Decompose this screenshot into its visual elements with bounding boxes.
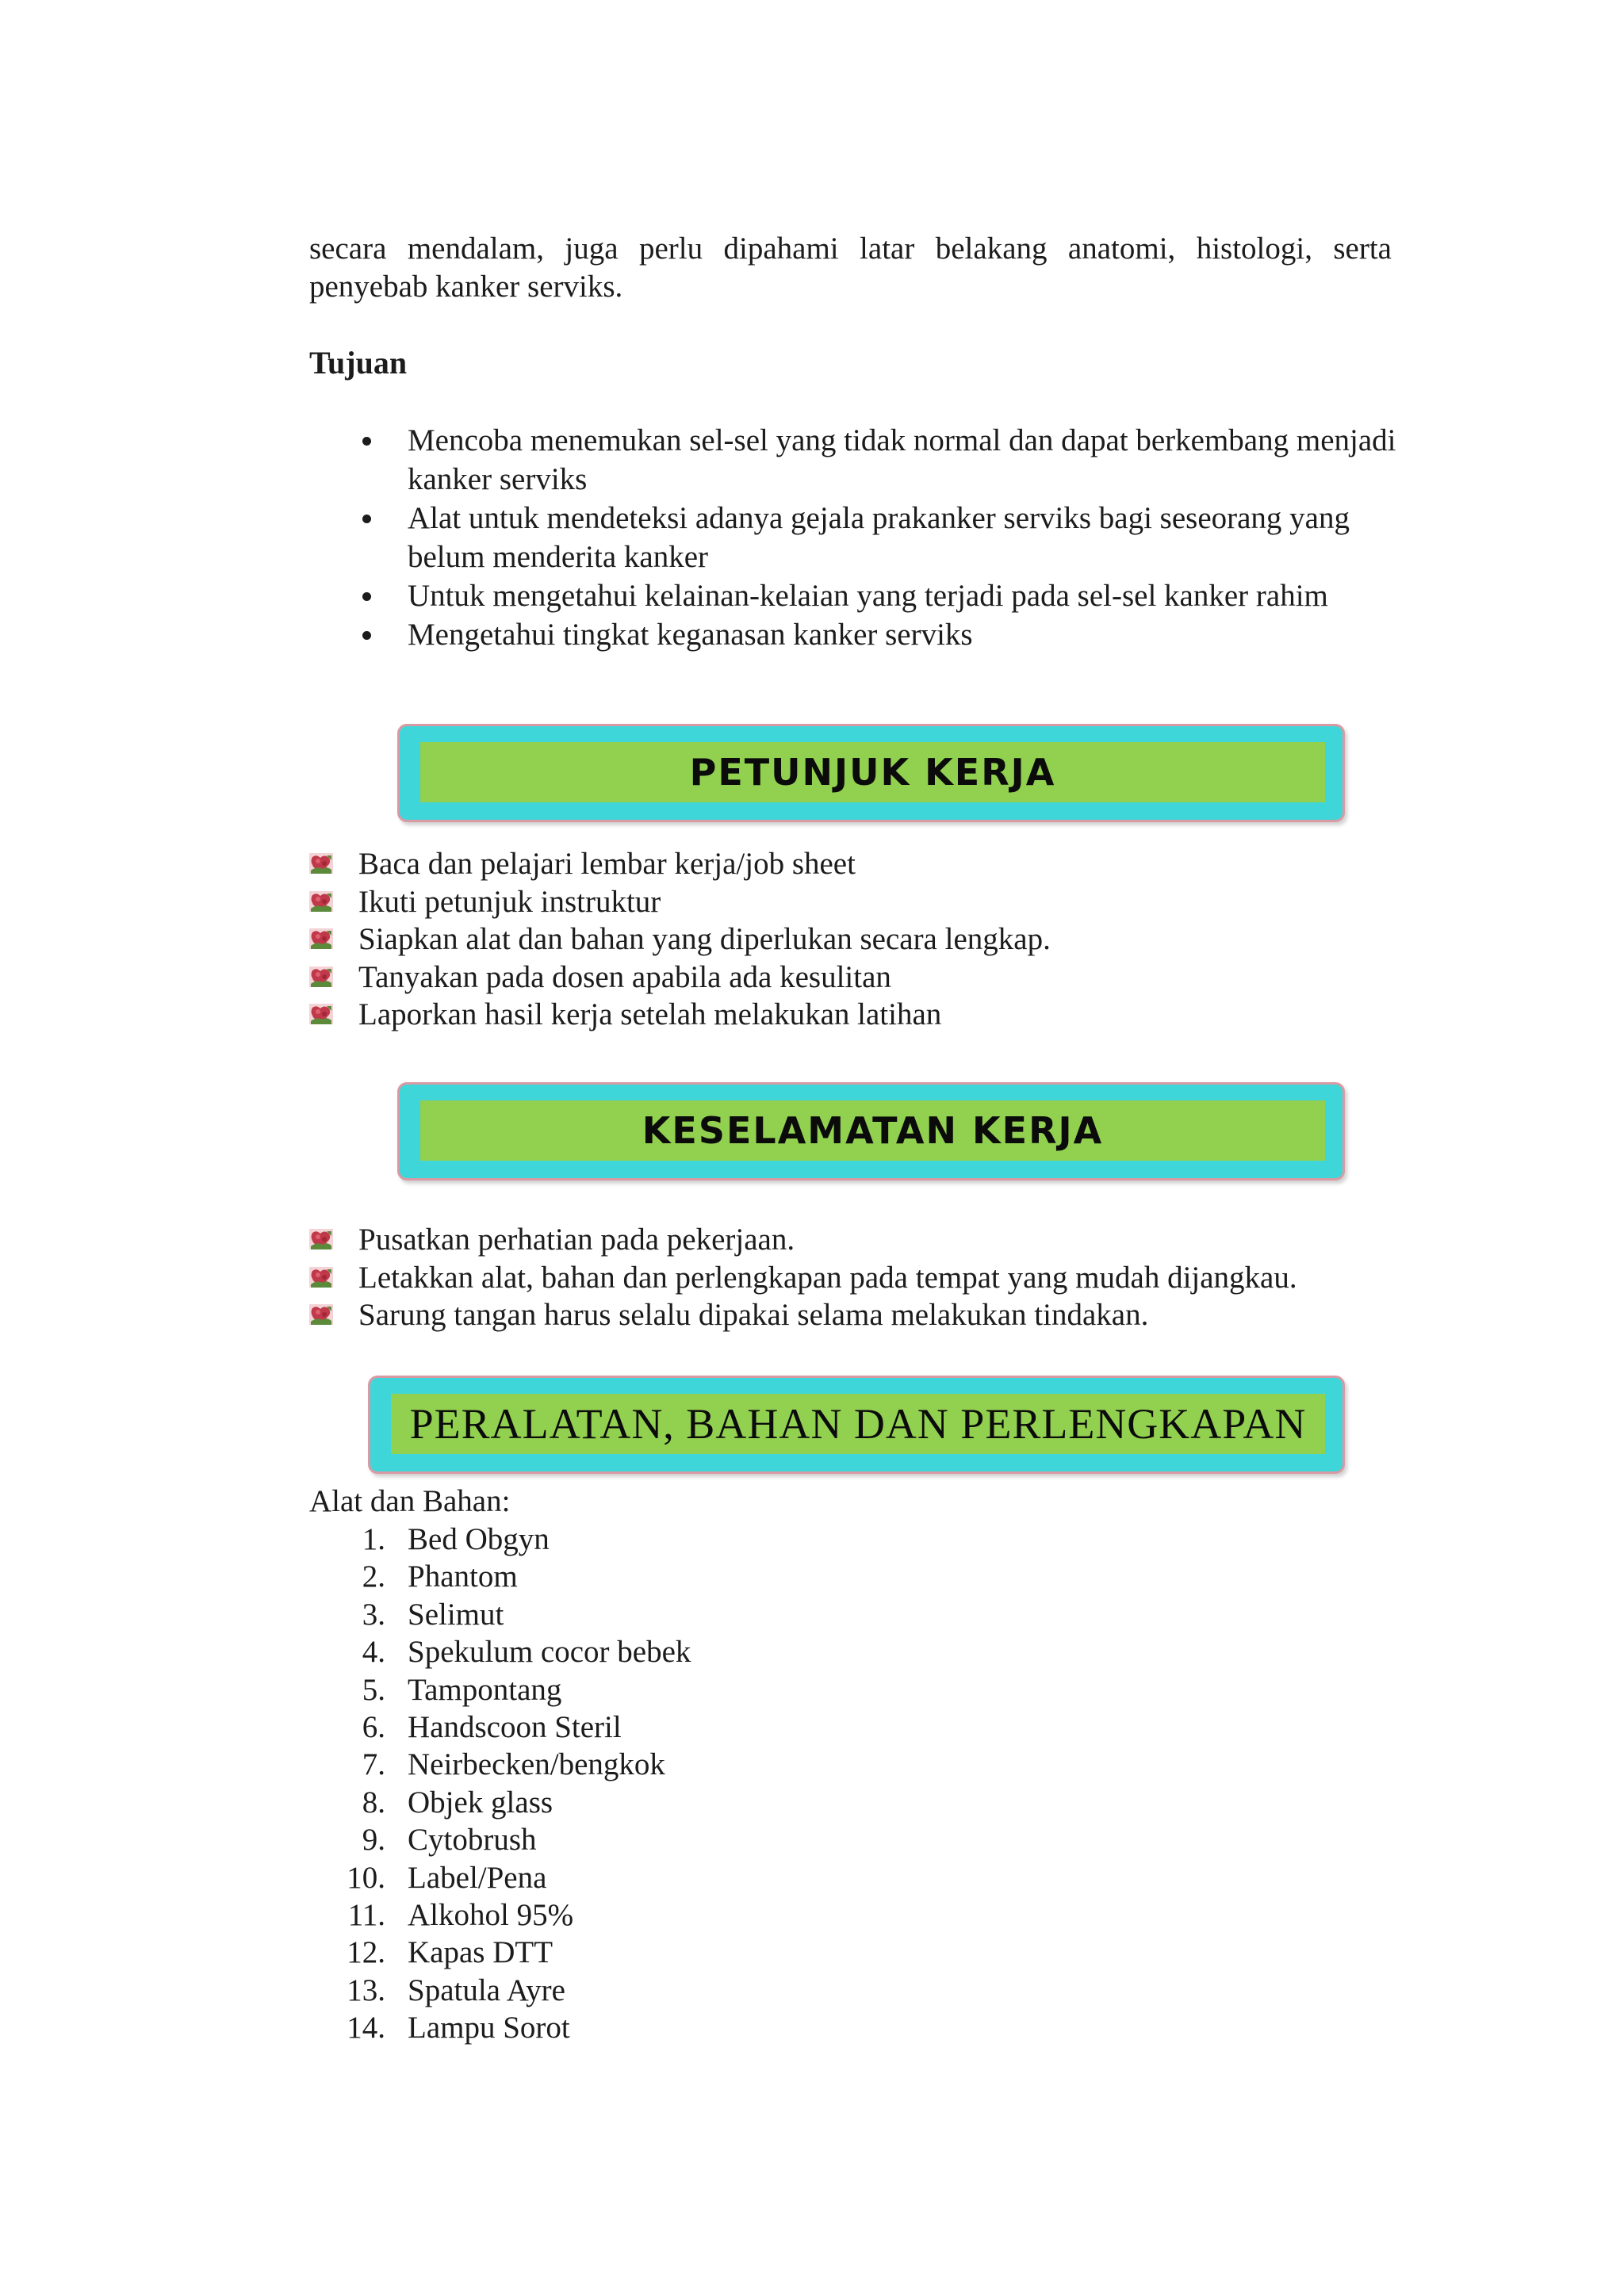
banner-inner xyxy=(391,1394,1325,1454)
bullet-dot-icon xyxy=(362,631,371,640)
list-item: 14. Lampu Sorot xyxy=(347,2011,570,2045)
flower-bullet-icon xyxy=(309,1304,333,1325)
banner-title: PERALATAN, BAHAN DAN PERLENGKAPAN xyxy=(409,1400,1307,1448)
flower-bullet-icon xyxy=(309,853,333,874)
flower-bullet-icon xyxy=(309,891,333,912)
list-item: 2. Phantom xyxy=(362,1559,518,1594)
flower-bullet-icon xyxy=(309,1004,333,1024)
bullet-dot-icon xyxy=(362,437,371,446)
list-item: 12. Kapas DTT xyxy=(347,1935,553,1970)
list-item: Siapkan alat dan bahan yang diperlukan secara lengkap. xyxy=(309,920,1051,959)
flower-bullet-icon xyxy=(309,1267,333,1288)
list-item: Letakkan alat, bahan dan perlengkapan pada tempat yang mudah dijangkau. xyxy=(309,1259,1297,1297)
flower-bullet-icon xyxy=(309,1229,333,1249)
peralatan-banner xyxy=(368,1376,1345,1474)
list-item: Laporkan hasil kerja setelah melakukan latihan xyxy=(309,996,1051,1034)
bullet-dot-icon xyxy=(362,515,371,523)
list-item: 11. Alkohol 95% xyxy=(347,1898,574,1933)
petunjuk-kerja-banner xyxy=(397,724,1345,822)
keselamatan-list xyxy=(309,1221,1297,1334)
list-item: Sarung tangan harus selalu dipakai selama melakukan tindakan. xyxy=(309,1296,1297,1334)
flower-bullet-icon xyxy=(309,928,333,949)
banner-title: PETUNJUK KERJA xyxy=(689,751,1056,794)
list-item: 10. Label/Pena xyxy=(347,1860,547,1895)
tujuan-list xyxy=(309,421,1404,654)
materials-label: Alat dan Bahan: xyxy=(309,1484,511,1518)
banner-title: KESELAMATAN KERJA xyxy=(642,1109,1104,1152)
materials-list xyxy=(309,1521,691,2047)
bullet-dot-icon xyxy=(362,592,371,601)
list-item: 8. Objek glass xyxy=(362,1785,553,1820)
list-item: Ikuti petunjuk instruktur xyxy=(309,883,1051,921)
tujuan-heading: Tujuan xyxy=(309,345,408,381)
list-item: Mengetahui tingkat keganasan kanker serviks xyxy=(309,615,1404,654)
list-item: 3. Selimut xyxy=(362,1597,504,1632)
list-item: Pusatkan perhatian pada pekerjaan. xyxy=(309,1221,1297,1259)
list-item: Untuk mengetahui kelainan-kelaian yang terjadi pada sel-sel kanker rahim xyxy=(309,576,1404,615)
banner-inner xyxy=(420,1100,1325,1161)
list-item: Tanyakan pada dosen apabila ada kesulitan xyxy=(309,959,1051,997)
flower-bullet-icon xyxy=(309,966,333,987)
petunjuk-list xyxy=(309,845,1051,1034)
list-item: 5. Tampontang xyxy=(362,1672,562,1707)
intro-paragraph: secara mendalam, juga perlu dipahami latar belakang anatomi, histologi, serta penyebab kanker serviks. xyxy=(309,232,1392,304)
list-item: 13. Spatula Ayre xyxy=(347,1973,565,2007)
banner-inner xyxy=(420,742,1325,802)
list-item: 6. Handscoon Steril xyxy=(362,1710,622,1745)
list-item: 4. Spekulum cocor bebek xyxy=(362,1635,691,1670)
list-item: Baca dan pelajari lembar kerja/job sheet xyxy=(309,845,1051,883)
keselamatan-kerja-banner xyxy=(397,1082,1345,1181)
list-item: Mencoba menemukan sel-sel yang tidak normal dan dapat berkembang menjadi kanker serviks xyxy=(309,421,1404,499)
list-item: 9. Cytobrush xyxy=(362,1823,537,1858)
list-item: 7. Neirbecken/bengkok xyxy=(362,1747,665,1782)
list-item: 1. Bed Obgyn xyxy=(362,1522,550,1556)
list-item: Alat untuk mendeteksi adanya gejala prakanker serviks bagi seseorang yang belum menderita kanker xyxy=(309,499,1404,576)
